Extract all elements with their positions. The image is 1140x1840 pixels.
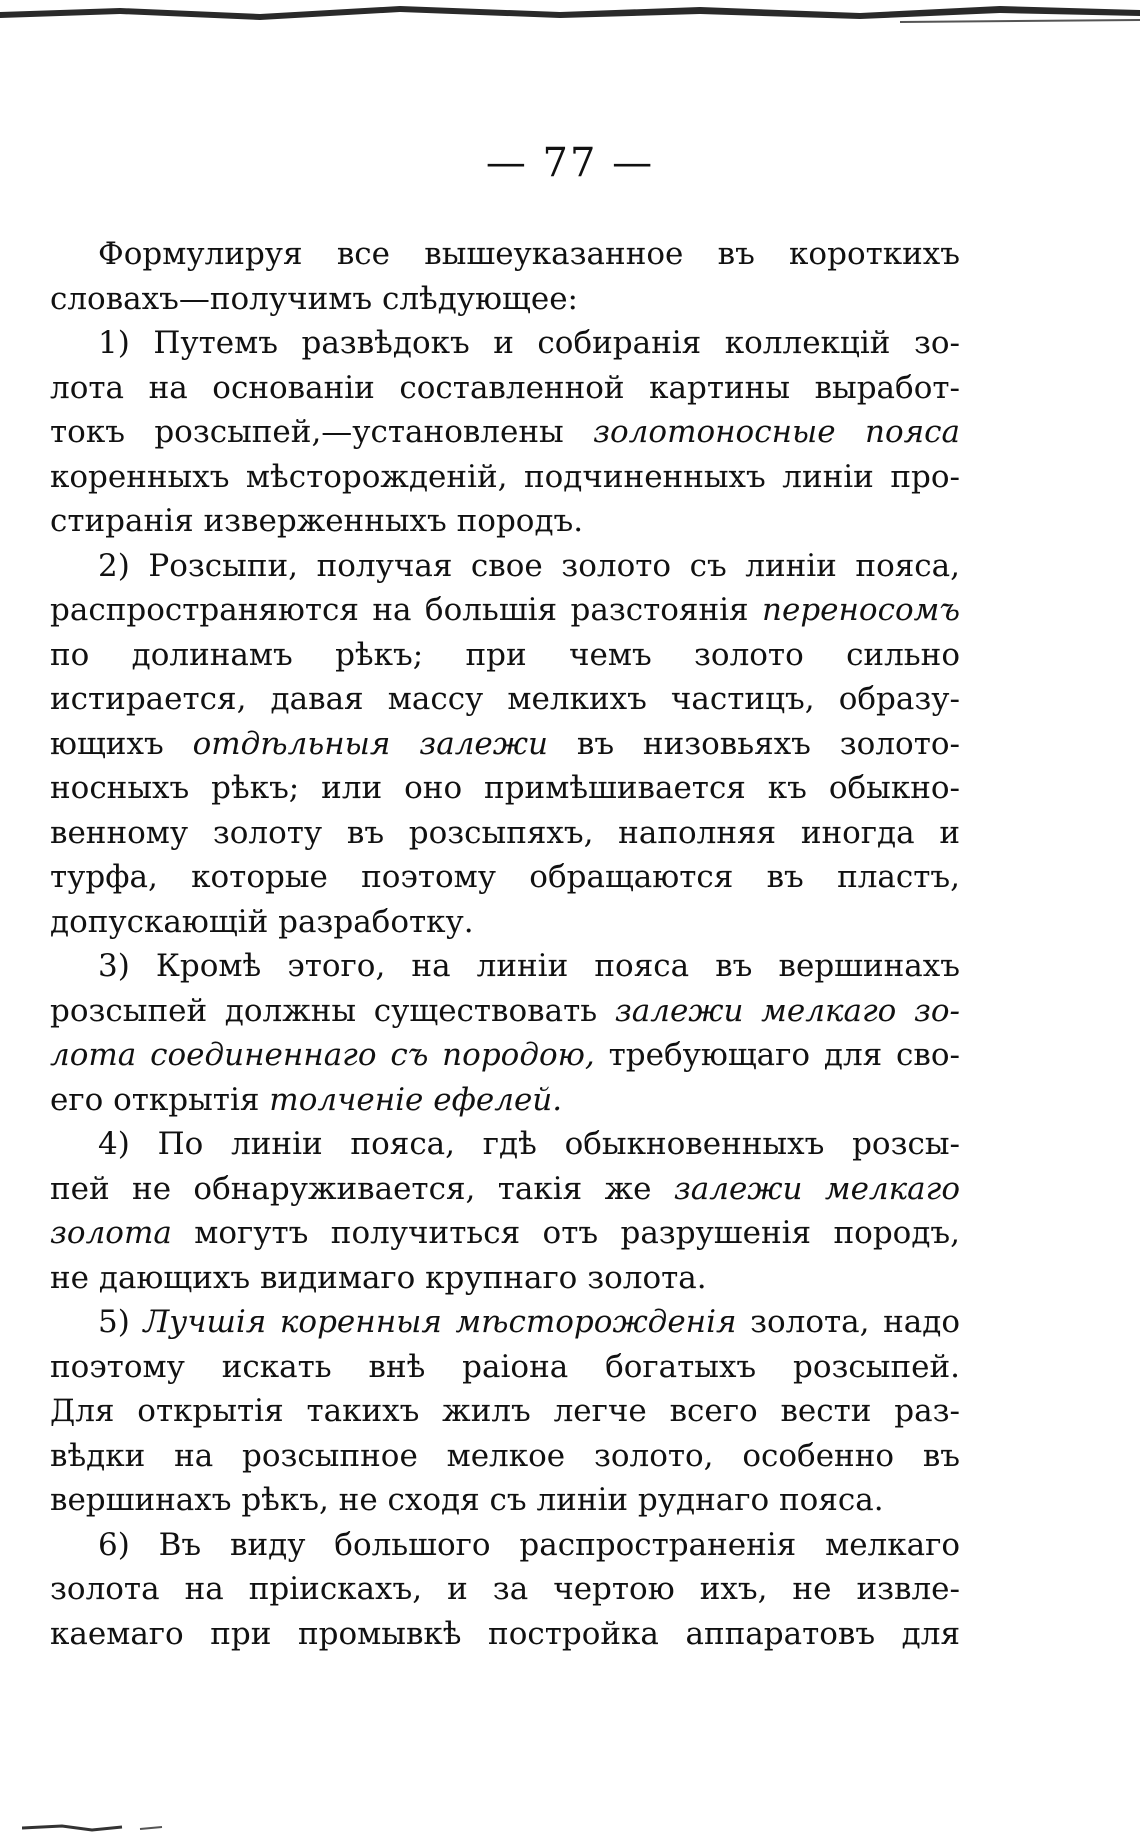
text-line	[50, 766, 960, 811]
text-segment: 3) Кромѣ этого, на линіи пояса въ вершинахъ	[98, 948, 960, 984]
text-segment: поэтому искать внѣ раіона богатыхъ розсыпей.	[50, 1348, 960, 1385]
text-segment: носныхъ рѣкъ; или оно примѣшивается къ обыкно-	[50, 770, 960, 806]
page-number: — 77 —	[485, 140, 655, 186]
text-segment: вѣдки на розсыпное мелкое золото, особенно въ	[50, 1437, 960, 1474]
text-segment: истирается, давая массу мелкихъ частицъ, образу-	[50, 681, 960, 717]
text-line	[50, 544, 960, 589]
text-segment: по долинамъ рѣкъ; при чемъ золото сильно	[50, 636, 960, 673]
text-segment: коренныхъ мѣсторожденій, подчиненныхъ линіи про-	[50, 458, 960, 495]
text-line	[50, 1389, 960, 1434]
body-text	[50, 232, 960, 1656]
italic-segment: отдѣльныя залежи	[192, 725, 548, 762]
text-line	[50, 321, 960, 366]
text-line	[50, 677, 960, 722]
text-segment: золота, надо	[736, 1304, 960, 1340]
text-line	[50, 1256, 960, 1301]
text-line	[50, 944, 960, 989]
text-line	[50, 1211, 960, 1256]
text-line	[50, 1078, 960, 1123]
page-bottom-smudge	[22, 1820, 172, 1838]
text-segment: 6) Въ виду большого распространенія мелкаго	[98, 1526, 960, 1563]
text-line	[50, 1478, 960, 1523]
text-line	[50, 1434, 960, 1479]
text-line	[50, 1612, 960, 1657]
italic-segment: Лучшія коренныя мѣсторожденія	[143, 1304, 737, 1340]
text-line	[50, 410, 960, 455]
text-line	[50, 277, 960, 322]
italic-segment: лота соединеннаго съ породою,	[50, 1037, 595, 1073]
text-segment: Формулируя все вышеуказанное въ короткихъ	[98, 236, 960, 272]
text-segment: вершинахъ рѣкъ, не сходя съ линіи руднаго пояса.	[50, 1482, 884, 1518]
text-segment: 5)	[98, 1304, 144, 1340]
text-segment: ющихъ	[50, 725, 193, 762]
text-segment: лота на основаніи составленной картины выработ-	[50, 369, 960, 406]
text-line	[50, 989, 960, 1034]
italic-segment: переносомъ	[762, 592, 960, 628]
text-segment: токъ розсыпей,—установлены	[50, 414, 594, 450]
text-line	[50, 855, 960, 900]
text-line	[50, 1167, 960, 1212]
text-segment: каемаго при промывкѣ постройка аппаратовъ для	[50, 1615, 960, 1652]
text-line	[50, 588, 960, 633]
text-segment: въ низовьяхъ золото-	[547, 725, 960, 762]
italic-segment: золотоносные пояса	[593, 414, 960, 450]
text-line	[50, 1567, 960, 1612]
italic-segment: залежи мелкаго	[673, 1170, 960, 1207]
text-segment: золота на пріискахъ, и за чертою ихъ, не извле-	[50, 1571, 960, 1607]
text-line	[50, 455, 960, 500]
text-line	[50, 1033, 960, 1078]
text-line	[50, 722, 960, 767]
text-segment: не дающихъ видимаго крупнаго золота.	[50, 1259, 707, 1296]
text-segment: стиранія изверженныхъ породъ.	[50, 503, 584, 539]
text-line	[50, 633, 960, 678]
italic-segment: толченіе ефелей.	[269, 1081, 563, 1118]
page-top-edge-smudge	[0, 0, 1140, 30]
text-segment: допускающій разработку.	[50, 903, 474, 940]
text-line	[50, 811, 960, 856]
text-segment: венному золоту въ розсыпяхъ, наполняя иногда и	[50, 814, 960, 851]
text-line	[50, 499, 960, 544]
text-line	[50, 232, 960, 277]
text-line	[50, 1300, 960, 1345]
text-line	[50, 1523, 960, 1568]
text-segment: распространяются на большія разстоянія	[50, 592, 763, 628]
text-line	[50, 1122, 960, 1167]
italic-segment: залежи мелкаго зо-	[614, 992, 960, 1029]
text-segment: 1) Путемъ развѣдокъ и собиранія коллекцій зо-	[98, 325, 960, 361]
text-segment: турфа, которые поэтому обращаются въ пластъ,	[50, 859, 960, 895]
text-segment: требующаго для сво-	[594, 1037, 960, 1073]
text-segment: его открытія	[50, 1081, 270, 1118]
italic-segment: золота	[50, 1215, 172, 1251]
text-segment: Для открытія такихъ жилъ легче всего вести раз-	[50, 1393, 960, 1429]
text-line	[50, 900, 960, 945]
text-segment: 4) По линіи пояса, гдѣ обыкновенныхъ розсы-	[98, 1126, 960, 1162]
text-segment: могутъ получиться отъ разрушенія породъ,	[171, 1215, 960, 1251]
text-segment: розсыпей должны существовать	[50, 992, 615, 1029]
text-segment: словахъ—получимъ слѣдующее:	[50, 280, 578, 317]
text-segment: 2) Розсыпи, получая свое золото съ линіи пояса,	[98, 547, 960, 584]
text-line	[50, 1345, 960, 1390]
text-segment: пей не обнаруживается, такія же	[50, 1170, 674, 1207]
text-line	[50, 366, 960, 411]
